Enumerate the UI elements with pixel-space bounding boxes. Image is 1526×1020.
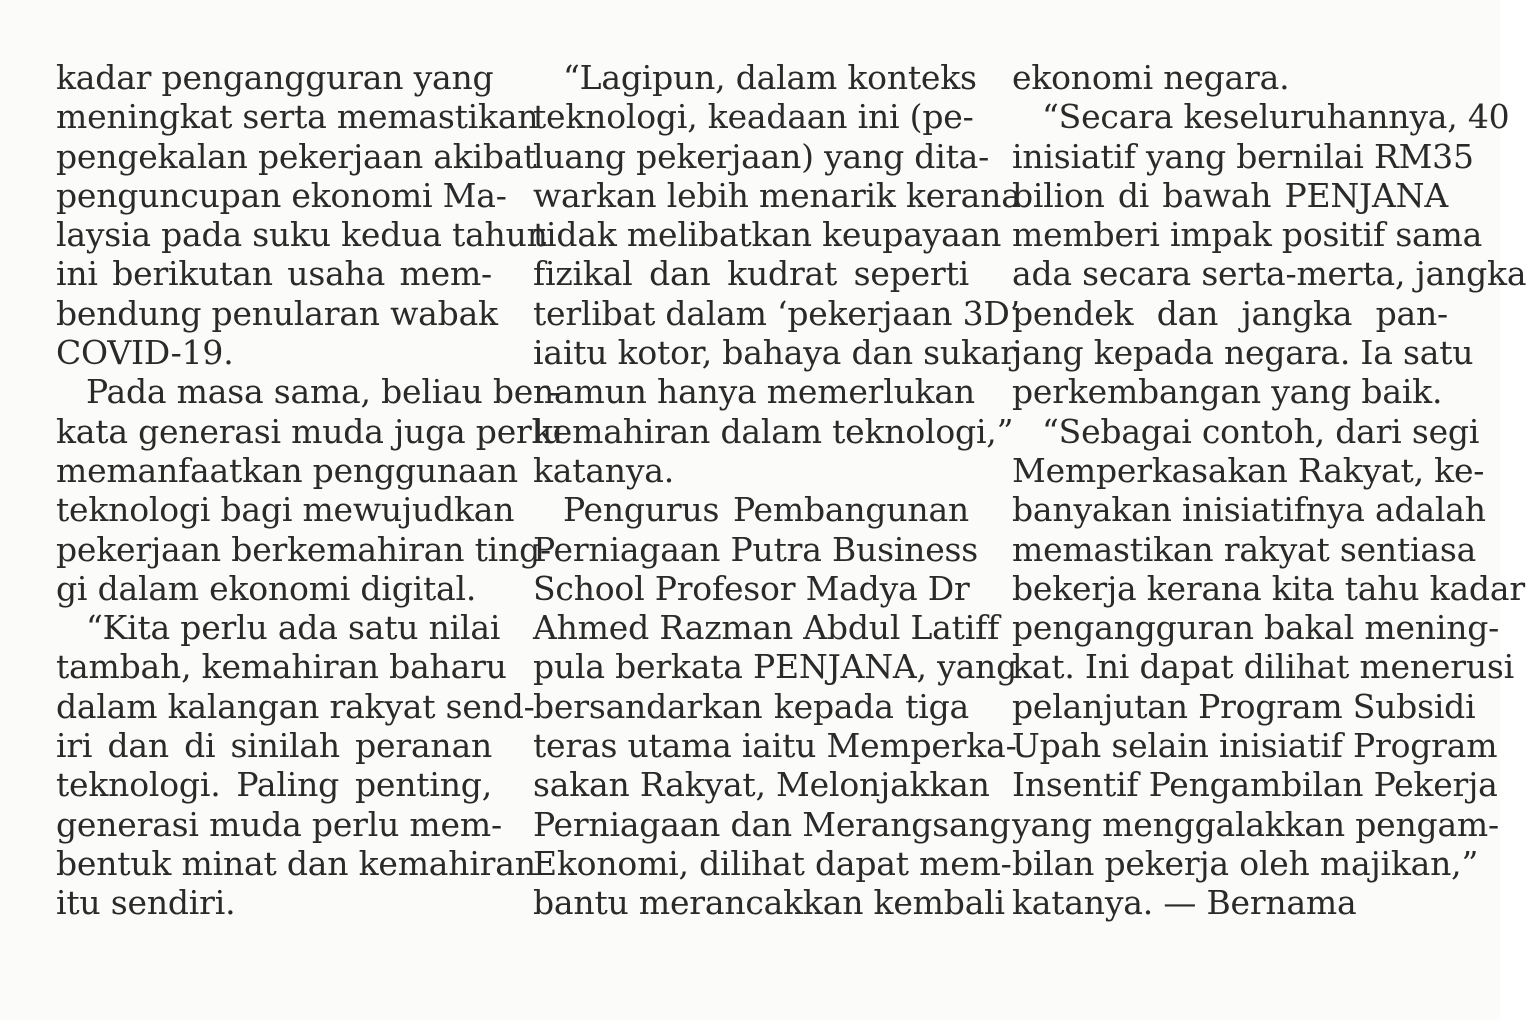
article-text-line: warkan lebih menarik kerana <box>533 175 1021 215</box>
article-column-1 <box>56 58 564 923</box>
article-text-line: luang pekerjaan) yang dita- <box>533 136 990 176</box>
article-text-line: ada secara serta-merta, jangka <box>1012 254 1526 294</box>
article-text-line: meningkat serta memastikan <box>56 97 539 137</box>
article-text-line: kata generasi muda juga perlu <box>56 411 564 451</box>
article-text-line: pula berkata PENJANA, yang <box>533 647 1018 687</box>
article-text-line: “Kita perlu ada satu nilai <box>86 608 501 648</box>
article-text-line: Insentif Pengambilan Pekerja <box>1012 765 1498 805</box>
article-text-line: bekerja kerana kita tahu kadar <box>1012 568 1525 608</box>
article-text-line: Upah selain inisiatif Program <box>1012 726 1498 766</box>
article-text-line: ini berikutan usaha mem- <box>56 254 492 294</box>
article-text-line: bilion di bawah PENJANA <box>1012 175 1448 215</box>
article-text-line: School Profesor Madya Dr <box>533 568 970 608</box>
article-text-line: dalam kalangan rakyat send- <box>56 686 535 726</box>
article-text-line: katanya. <box>533 450 675 490</box>
article-column-2 <box>533 58 1021 923</box>
article-text-line: memastikan rakyat sentiasa <box>1012 529 1477 569</box>
article-text-line: memanfaatkan penggunaan <box>56 450 518 490</box>
article-text-line: gi dalam ekonomi digital. <box>56 568 477 608</box>
article-text-line: bantu merancakkan kembali <box>533 883 1005 923</box>
article-text-line: bilan pekerja oleh majikan,” <box>1012 843 1479 883</box>
article-text-line: “Sebagai contoh, dari segi <box>1042 411 1480 451</box>
article-text-line: Pada masa sama, beliau ber- <box>86 372 560 412</box>
article-text-line: namun hanya memerlukan <box>533 372 975 412</box>
article-text-line: tambah, kemahiran baharu <box>56 647 507 687</box>
article-text-line: Perniagaan dan Merangsang <box>533 804 1011 844</box>
article-text-line: COVID-19. <box>56 333 234 373</box>
article-text-line: inisiatif yang bernilai RM35 <box>1012 136 1474 176</box>
article-text-line: bendung penularan wabak <box>56 293 498 333</box>
article-text-line: kadar pengangguran yang <box>56 58 494 97</box>
article-text-line: Ahmed Razman Abdul Latiff <box>533 608 1000 648</box>
article-text-line: teras utama iaitu Memperka- <box>533 726 1017 766</box>
article-text-line: yang menggalakkan pengam- <box>1012 804 1499 844</box>
article-text-line: ekonomi negara. <box>1012 58 1290 97</box>
article-text-line: pengekalan pekerjaan akibat <box>56 136 537 176</box>
article-text-line: sakan Rakyat, Melonjakkan <box>533 765 990 805</box>
article-text-line: penguncupan ekonomi Ma- <box>56 175 507 215</box>
article-text-line: kemahiran dalam teknologi,” <box>533 411 1014 451</box>
article-text-line: “Secara keseluruhannya, 40 <box>1042 97 1510 137</box>
article-text-line: teknologi. Paling penting, <box>56 765 492 805</box>
article-text-line: teknologi, keadaan ini (pe- <box>533 97 974 137</box>
article-text-line: pekerjaan berkemahiran ting- <box>56 529 551 569</box>
article-text-line: iaitu kotor, bahaya dan sukar <box>533 333 1016 373</box>
article-text-line: bentuk minat dan kemahiran <box>56 843 536 883</box>
article-text-line: banyakan inisiatifnya adalah <box>1012 490 1486 530</box>
article-text-line: terlibat dalam ‘pekerjaan 3D’ <box>533 293 1020 333</box>
article-text-line: Ekonomi, dilihat dapat mem- <box>533 843 1012 883</box>
article-text-line: memberi impak positif sama <box>1012 215 1483 255</box>
article-text-line: katanya. — Bernama <box>1012 883 1357 923</box>
article-text-line: “Lagipun, dalam konteks <box>563 58 977 97</box>
article-text-line: kat. Ini dapat dilihat menerusi <box>1012 647 1514 687</box>
article-text-line: jang kepada negara. Ia satu <box>1012 333 1474 373</box>
article-text-line: Pengurus Pembangunan <box>563 490 969 530</box>
article-text-line: generasi muda perlu mem- <box>56 804 502 844</box>
article-text-line: perkembangan yang baik. <box>1012 372 1443 412</box>
article-text-line: Perniagaan Putra Business <box>533 529 979 569</box>
article-text-line: pelanjutan Program Subsidi <box>1012 686 1476 726</box>
article-text-line: tidak melibatkan keupayaan <box>533 215 1002 255</box>
article-text-line: itu sendiri. <box>56 883 236 923</box>
article-text-line: fizikal dan kudrat seperti <box>533 254 969 294</box>
article-text-line: pengangguran bakal mening- <box>1012 608 1500 648</box>
article-text-line: bersandarkan kepada tiga <box>533 686 969 726</box>
article-text-line: teknologi bagi mewujudkan <box>56 490 515 530</box>
article-column-3 <box>1012 58 1526 923</box>
article-text-line: Memperkasakan Rakyat, ke- <box>1012 450 1485 490</box>
article-text-line: iri dan di sinilah peranan <box>56 726 492 766</box>
article-text-line: laysia pada suku kedua tahun <box>56 215 548 255</box>
article-text-line: pendek dan jangka pan- <box>1012 293 1448 333</box>
